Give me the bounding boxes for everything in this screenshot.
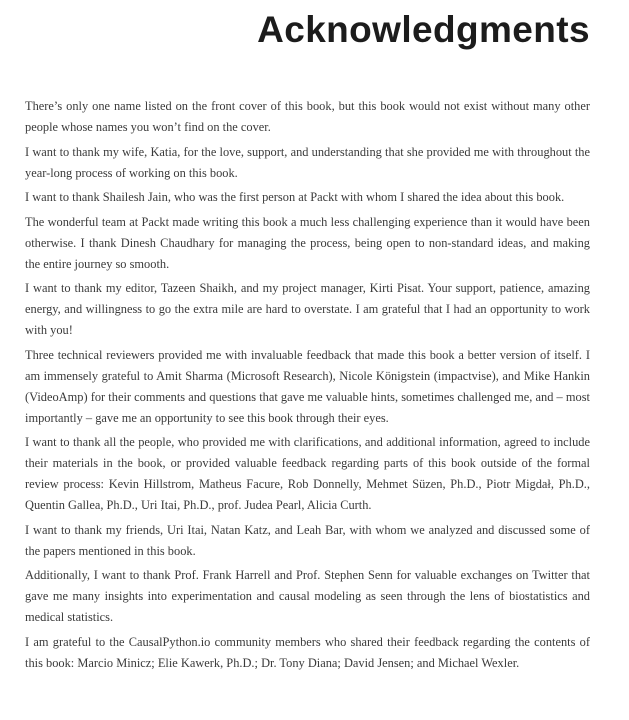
paragraph-wife-thanks: I want to thank my wife, Katia, for the love, support, and understanding that she provided me with throughout the year-long process of working on this book. — [25, 144, 590, 180]
paragraph-technical-reviewers: Three technical reviewers provided me with invaluable feedback that made this book a better version of itself. I am immensely grateful to Amit Sharma (Microsoft Research), Nicole Königstein (impactvise), and Mike Hankin (VideoAmp) for their comments and questions that gave me valuable hints, sometimes challenged me, and – most importantly – gave me an opportunity to see this book through their eyes. — [25, 347, 590, 425]
paragraph-cover-names: There’s only one name listed on the front cover of this book, but this book would not exist without many other people whose names you won’t find on the cover. — [25, 99, 590, 134]
paragraph-contributors: I want to thank all the people, who provided me with clarifications, and additional information, agreed to include their materials in the book, or provided valuable feedback regarding parts of this book outside of the formal review process: Kevin Hillstrom, Matheus Facure, Rob Donnelly, Mehmet Süzen, Ph.D., Piotr Migdał, Ph.D., Quentin Gallea, Ph.D., Uri Itai, Ph.D., prof. Judea Pearl, Alicia Curth. — [25, 435, 590, 512]
paragraph-twitter-professors: Additionally, I want to thank Prof. Frank Harrell and Prof. Stephen Senn for valuable exchanges on Twitter that gave me many insights into experimentation and causal modeling as seen through the lens of biostatistics and medical statistics. — [25, 568, 590, 624]
paragraph-packt-team: The wonderful team at Packt made writing this book a much less challenging experience than it would have been otherwise. I thank Dinesh Chaudhary for managing the process, being open to non-standard ideas, and making the entire journey so smooth. — [25, 214, 590, 271]
page-title: Acknowledgments — [257, 9, 590, 50]
acknowledgments-body — [25, 96, 590, 674]
paragraph-shailesh-jain: I want to thank Shailesh Jain, who was the first person at Packt with whom I shared the idea about this book. — [25, 190, 565, 204]
paragraph-editor-manager: I want to thank my editor, Tazeen Shaikh, and my project manager, Kirti Pisat. Your support, patience, amazing energy, and willingness to go the extra mile are hard to overstate. I am grateful that I had an opportunity to work with you! — [25, 281, 590, 337]
paragraph-friends: I want to thank my friends, Uri Itai, Natan Katz, and Leah Bar, with whom we analyzed and discussed some of the papers mentioned in this book. — [25, 522, 590, 558]
paragraph-community: I am grateful to the CausalPython.io community members who shared their feedback regarding the contents of this book: Marcio Minicz; Elie Kawerk, Ph.D.; Dr. Tony Diana; David Jensen; and Michael Wexler. — [25, 634, 590, 670]
